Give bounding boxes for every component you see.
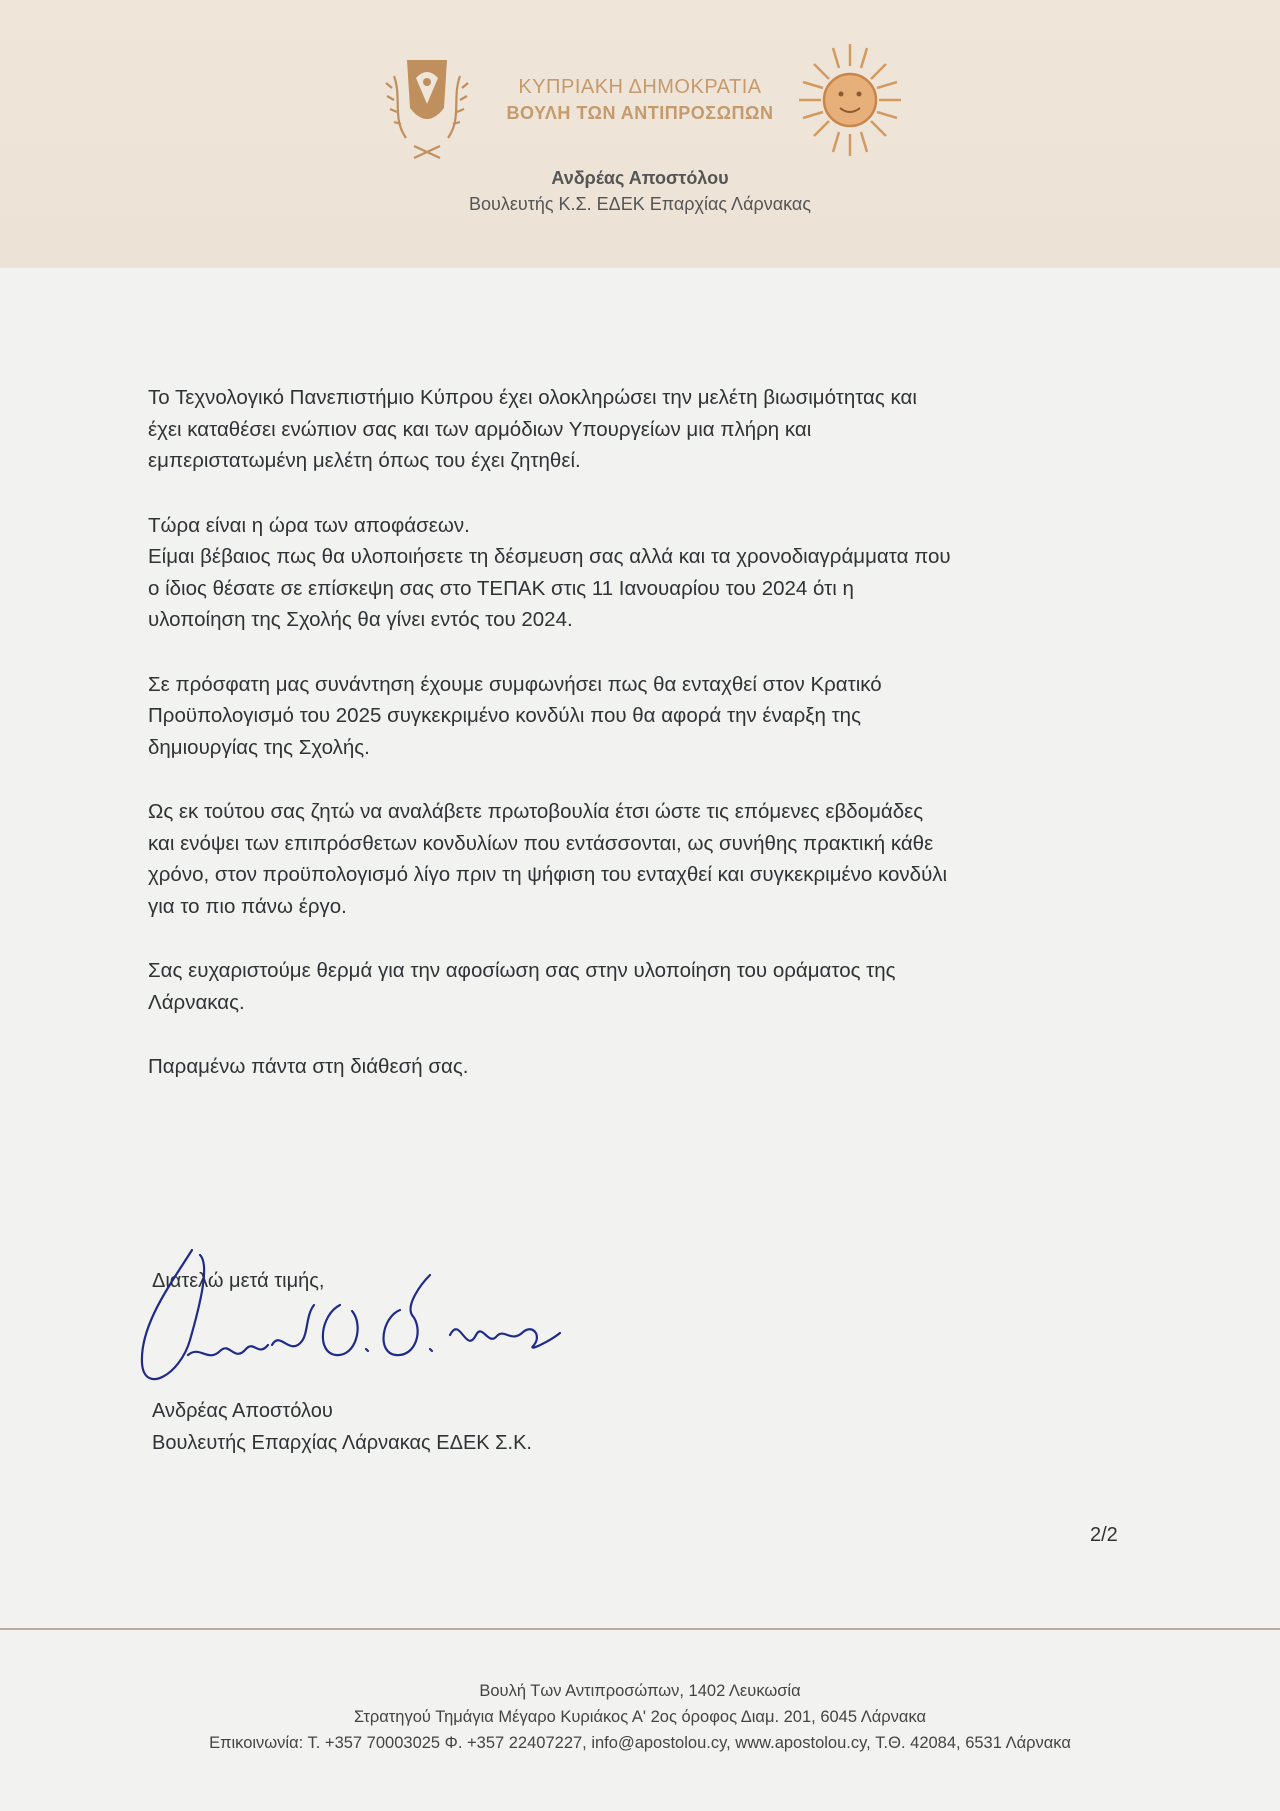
closing-salutation: Διατελώ μετά τιμής,: [152, 1270, 325, 1292]
line: δημιουργίας της Σχολής.: [148, 735, 370, 759]
signatory-name: Ανδρέας Αποστόλου: [152, 1400, 333, 1422]
line: υλοποίηση της Σχολής θα γίνει εντός του 2024.: [148, 608, 573, 631]
footer-address-1: Βουλή Των Αντιπροσώπων, 1402 Λευκωσία: [479, 1682, 801, 1700]
paragraph-1: [148, 382, 1148, 477]
organisation-name: [480, 76, 800, 124]
line: Λάρνακας.: [148, 990, 245, 1014]
footer-address-2: Στρατηγού Τημάγια Μέγαρο Κυριάκος Α' 2ος όροφος Διαμ. 201, 6045 Λάρνακα: [353, 1708, 927, 1726]
paragraph-4: [148, 796, 1148, 922]
line: για το πιο πάνω έργο.: [148, 894, 347, 918]
mp-role: Βουλευτής Κ.Σ. ΕΔΕΚ Επαρχίας Λάρνακας: [469, 194, 811, 214]
paragraph-5: [148, 955, 1148, 1018]
line: έχει καταθέσει ενώπιον σας και των αρμόδιων Υπουργείων μια πλήρη και: [148, 417, 812, 441]
line: και ενόψει των επιπρόσθετων κονδυλίων που εντάσσονται, ως συνήθης πρακτική κάθε: [148, 831, 934, 855]
letterhead: [0, 0, 1280, 268]
line: Σας ευχαριστούμε θερμά για την αφοσίωση σας στην υλοποίηση του οράματος της: [148, 959, 896, 982]
paragraph-2: [148, 510, 1148, 636]
line: Τώρα είναι η ώρα των αποφάσεων.: [148, 513, 470, 537]
sun-emblem-icon: [795, 40, 905, 160]
letter-body: [148, 382, 1148, 1083]
line: χρόνο, στον προϋπολογισμό λίγο πριν τη ψήφιση του ενταχθεί και συγκεκριμένο κονδύλι: [148, 863, 948, 886]
org-line-2: ΒΟΥΛΗ ΤΩΝ ΑΝΤΙΠΡΟΣΩΠΩΝ: [506, 103, 774, 123]
org-line-1: ΚΥΠΡΙΑΚΗ ΔΗΜΟΚΡΑΤΙΑ: [518, 76, 762, 98]
page-number: 2/2: [1090, 1524, 1118, 1546]
line: Το Τεχνολογικό Πανεπιστήμιο Κύπρου έχει ολοκληρώσει την μελέτη βιωσιμότητας και: [148, 386, 917, 409]
line: Σε πρόσφατη μας συνάντηση έχουμε συμφωνήσει πως θα ενταχθεί στον Κρατικό: [148, 672, 882, 696]
line: εμπεριστατωμένη μελέτη όπως του έχει ζητηθεί.: [148, 449, 581, 472]
line: Ως εκ τούτου σας ζητώ να αναλάβετε πρωτοβουλία έτσι ώστε τις επόμενες εβδομάδες: [148, 800, 924, 823]
mp-name: Ανδρέας Αποστόλου: [551, 168, 729, 188]
signatory-role: Βουλευτής Επαρχίας Λάρνακας ΕΔΕΚ Σ.Κ.: [152, 1432, 532, 1454]
footer-divider: [0, 1628, 1280, 1630]
line: Προϋπολογισμό του 2025 συγκεκριμένο κονδύλι που θα αφορά την έναρξη της: [148, 704, 861, 727]
paragraph-3: [148, 669, 1148, 764]
line: Είμαι βέβαιος πως θα υλοποιήσετε τη δέσμευση σας αλλά και τα χρονοδιαγράμματα που: [148, 545, 951, 568]
cyprus-coat-of-arms-icon: [372, 48, 482, 160]
paragraph-6: [148, 1051, 1148, 1083]
footer-contact: Επικοινωνία: Τ. +357 70003025 Φ. +357 22407227, info@apostolou.cy, www.apostolou.cy, Τ.Θ. 42084, 6531 Λάρνακα: [209, 1734, 1071, 1752]
handwritten-signature-icon: [130, 1245, 570, 1405]
line: ο ίδιος θέσατε σε επίσκεψη σας στο ΤΕΠΑΚ στις 11 Ιανουαρίου του 2024 ότι η: [148, 576, 854, 600]
line: Παραμένω πάντα στη διάθεσή σας.: [148, 1055, 469, 1078]
